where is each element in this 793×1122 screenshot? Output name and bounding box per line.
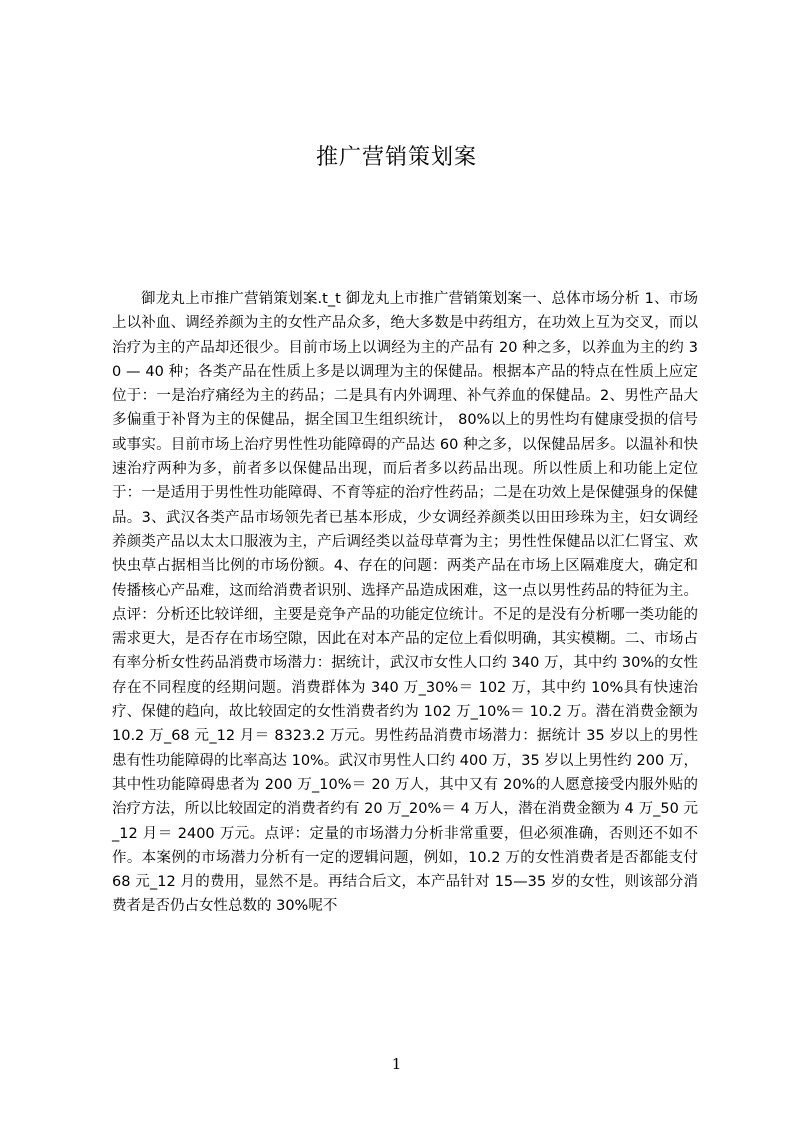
page-number: 1 bbox=[391, 1055, 402, 1073]
page-title: 推广营销策划案 bbox=[315, 145, 477, 170]
body-paragraph: 御龙丸上市推广营销策划案.t_t 御龙丸上市推广营销策划案一、总体市场分析 1、市场上以补血、调经养颜为主的女性产品众多，绝大多数是中药组方，在功效上互为交叉，而以治疗为主的产品却还很少。目前市场上以调经为主的产品有 20 种之多，以养血为主的约 30 — 40 种；各类产品在性质上多是以调理为主的保健品。根据本产品的特点在性质上应定位于：一是治疗痛经为主的药品；二是具有内外调理、补气养血的保健品。2、男性产品大多偏重于补肾为主的保健品，据全国卫生组织统计， 80%以上的男性均有健康受损的信号或事实。目前市场上治疗男性性功能障碍的产品达 60 种之多，以保健品居多。以温补和快速治疗两种为多，前者多以保健品出现，而后者多以药品出现。所以性质上和功能上定位于：一是适用于男性性功能障碍、不育等症的治疗性药品；二是在功效上是保健强身的保健品。3、武汉各类产品市场领先者已基本形成，少女调经养颜类以田田珍珠为主，妇女调经养颜类产品以太太口服液为主，产后调经类以益母草膏为主；男性性保健品以汇仁肾宝、欢快虫草占据相当比例的市场份额。4、存在的问题：两类产品在市场上区隔难度大，确定和传播核心产品难，这而给消费者识别、选择产品造成困难，这一点以男性药品的特征为主。点评：分析还比较详细，主要是竞争产品的功能定位统计。不足的是没有分析哪一类功能的需求更大，是否存在市场空隙，因此在对本产品的定位上看似明确，其实模糊。二、市场占有率分析女性药品消费市场潜力：据统计，武汉市女性人口约 340 万，其中约 30%的女性存在不同程度的经期问题。消费群体为 340 万_30%＝ 102 万，其中约 10%具有快速治疗、保健的趋向，故比较固定的女性消费者约为 102 万_10%＝ 10.2 万。潜在消费金额为 10.2 万_68 元_12 月＝ 8323.2 万元。男性药品消费市场潜力：据统计 35 岁以上的男性患有性功能障碍的比率高达 10%。武汉市男性人口约 400 万，35 岁以上男性约 200 万，其中性功能障碍患者为 200 万_10%＝ 20 万人，其中又有 20%的人愿意接受内服外贴的治疗方法，所以比较固定的消费者约有 20 万_20%＝ 4 万人，潜在消费金额为 4 万_50 元_12 月＝ 2400 万元。点评：定量的市场潜力分析非常重要，但必须准确，否则还不如不作。本案例的市场潜力分析有一定的逻辑问题，例如，10.2 万的女性消费者是否都能支付 68 元_12 月的费用，显然不是。再结合后文，本产品针对 15—35 岁的女性，则该部分消费者是否仍占女性总数的 30%呢不 bbox=[112, 291, 699, 915]
